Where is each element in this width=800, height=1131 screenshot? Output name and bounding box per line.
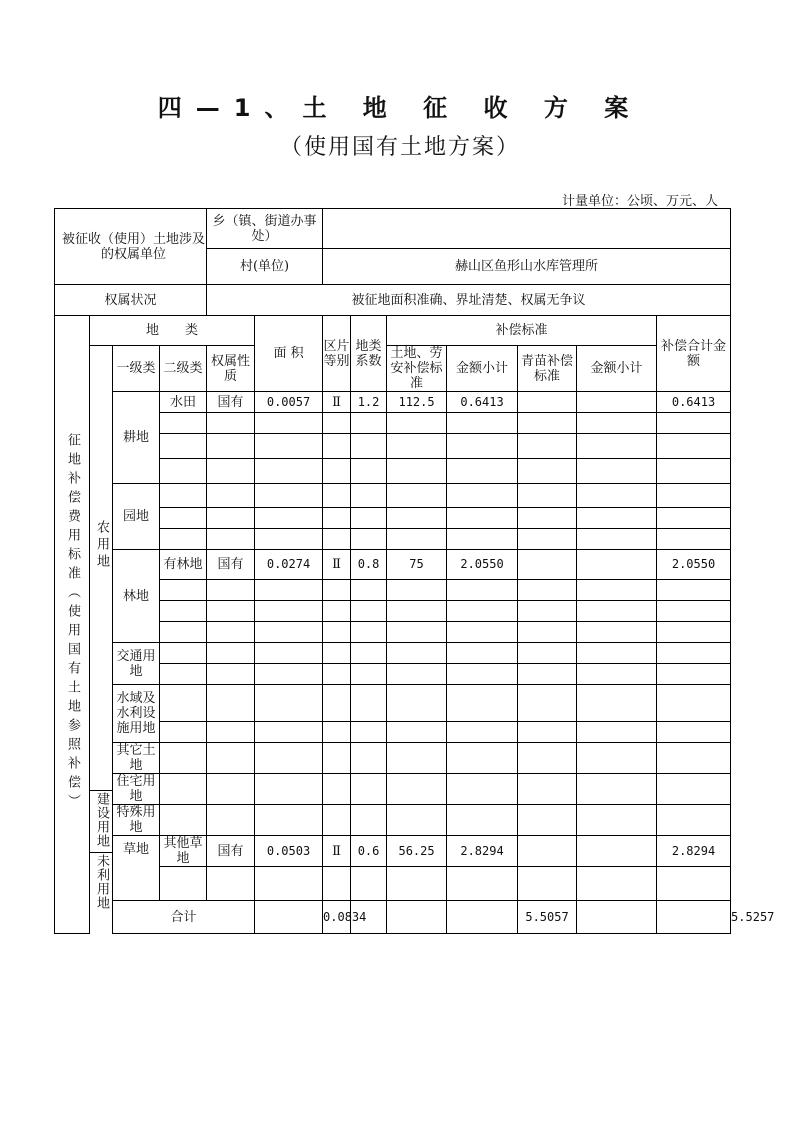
group-build: 建设用地 <box>94 792 109 848</box>
r3-total: 2.8294 <box>657 836 731 867</box>
village-label: 村(单位) <box>207 249 323 285</box>
cat-gengdi: 耕地 <box>113 392 160 484</box>
ownership-label: 权属状况 <box>55 285 207 316</box>
r1-nature: 国有 <box>207 392 255 413</box>
cat-shuiyu: 水域及水利设施用地 <box>113 685 160 743</box>
col-area: 面 积 <box>255 316 323 392</box>
cat-lindi: 林地 <box>113 550 160 643</box>
unit-label: 计量单位：公顷、万元、人 <box>561 194 718 209</box>
r2-total: 2.0550 <box>657 550 731 580</box>
col-amount-sub: 金额小计 <box>447 346 518 392</box>
r2-nature: 国有 <box>207 550 255 580</box>
r2-land-std: 75 <box>387 550 447 580</box>
cat-jiaotong: 交通用地 <box>113 643 160 685</box>
cat-zhuzhai: 住宅用地 <box>113 774 160 805</box>
r3-crop-amt <box>577 836 657 867</box>
group-divider <box>89 790 113 791</box>
col-level2: 二级类 <box>160 346 207 392</box>
group-unused: 未利用地 <box>94 854 109 910</box>
col-crop-std: 青苗补偿标准 <box>518 346 577 392</box>
owner-label: 被征收（使用）土地涉及的权属单位 <box>55 209 207 285</box>
r1-amount: 0.6413 <box>447 392 518 413</box>
r1-l2: 水田 <box>160 392 207 413</box>
side-label: 征地补偿费用标准（使用国有土地参照补偿） <box>65 432 80 813</box>
r3-nature: 国有 <box>207 836 255 867</box>
total-amount: 5.5057 <box>518 901 577 934</box>
land-acquisition-table: 被征收（使用）土地涉及的权属单位 乡（镇、街道办事处） 村(单位) 赫山区鱼形山水库管理所 权属状况 被征地面积准确、界址清楚、权属无争议 征地补偿费用标准（使用国有土地参照补偿） 地 类 面 积 区片等别 地类系数 补偿标准 补偿合计金额 一级类 二级类 权属性质 土地、劳安补偿标准 金额小计 青苗补偿标准 金额小计 耕地 水田 国有 0.0057 Ⅱ 1.2 112.5 0.6413 0.6413 园地 林地 有林地 国有 0.0274 Ⅱ 0.8 75 2.0550 2.0550 交通用地 水域及水利设施用地 其它土地 住宅用地 特殊用地 草地 其他草地 国有 0.0503 Ⅱ 0.6 56.25 2.8294 2.8294 合计 0.0834 5.5057 5.5257 <box>54 208 731 934</box>
r2-crop-amt <box>577 550 657 580</box>
col-land-type: 地 类 <box>90 316 255 346</box>
r3-area: 0.0503 <box>255 836 323 867</box>
total-label: 合计 <box>113 901 255 934</box>
cat-caodi: 草地 <box>113 836 160 901</box>
col-total: 补偿合计金额 <box>657 316 731 392</box>
col-amount-sub2: 金额小计 <box>577 346 657 392</box>
town-label: 乡（镇、街道办事处） <box>207 209 323 249</box>
r1-zone: Ⅱ <box>323 392 351 413</box>
r2-zone: Ⅱ <box>323 550 351 580</box>
group-agri: 农用地 <box>94 520 109 571</box>
r3-amount: 2.8294 <box>447 836 518 867</box>
r1-total: 0.6413 <box>657 392 731 413</box>
r2-l2: 有林地 <box>160 550 207 580</box>
col-coef: 地类系数 <box>351 316 387 392</box>
page-subtitle: （使用国有土地方案） <box>279 135 520 160</box>
ownership-value: 被征地面积准确、界址清楚、权属无争议 <box>207 285 731 316</box>
r3-land-std: 56.25 <box>387 836 447 867</box>
col-zone: 区片等别 <box>323 316 351 392</box>
cat-teshu: 特殊用地 <box>113 805 160 836</box>
r3-l2: 其他草地 <box>160 836 207 867</box>
town-value <box>323 209 731 249</box>
side-label-cell <box>55 316 90 934</box>
r1-area: 0.0057 <box>255 392 323 413</box>
r1-coef: 1.2 <box>351 392 387 413</box>
col-level1: 一级类 <box>113 346 160 392</box>
total-area: 0.0834 <box>323 901 351 934</box>
cat-yuandi: 园地 <box>113 484 160 550</box>
r3-coef: 0.6 <box>351 836 387 867</box>
col-comp: 补偿标准 <box>387 316 657 346</box>
r1-crop-amt <box>577 392 657 413</box>
r1-land-std: 112.5 <box>387 392 447 413</box>
village-value: 赫山区鱼形山水库管理所 <box>323 249 731 285</box>
group-divider <box>89 852 113 853</box>
r2-amount: 2.0550 <box>447 550 518 580</box>
col-land-std: 土地、劳安补偿标准 <box>387 346 447 392</box>
cat-qita: 其它土地 <box>113 743 160 774</box>
col-nature: 权属性质 <box>207 346 255 392</box>
page-title: 四—1、土 地 征 收 方 案 <box>157 94 643 122</box>
r1-crop-std <box>518 392 577 413</box>
r3-crop-std <box>518 836 577 867</box>
r2-coef: 0.8 <box>351 550 387 580</box>
r2-crop-std <box>518 550 577 580</box>
r2-area: 0.0274 <box>255 550 323 580</box>
r3-zone: Ⅱ <box>323 836 351 867</box>
